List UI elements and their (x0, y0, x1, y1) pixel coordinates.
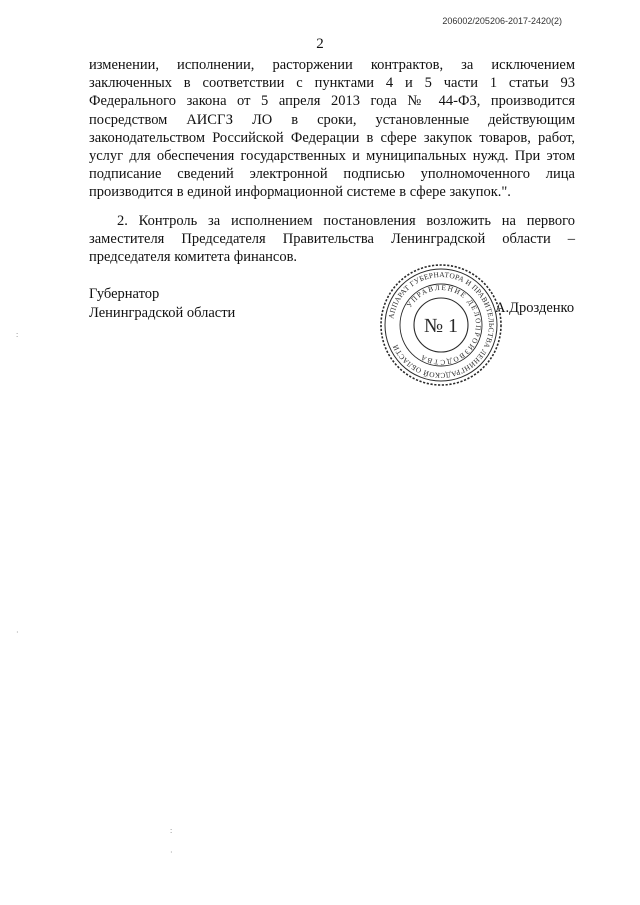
signatory-title-line-2: Ленинградской области (89, 304, 236, 321)
paragraph-continuation (89, 56, 575, 202)
seal-icon (378, 262, 504, 388)
document-id: 206002/205206-2017-2420(2) (442, 16, 562, 26)
page-number: 2 (316, 36, 324, 52)
official-seal (378, 262, 504, 388)
signatory-title (89, 285, 235, 322)
scan-speck: · (16, 628, 19, 637)
seal-outer-text: АППАРАТ ГУБЕРНАТОРА И ПРАВИТЕЛЬСТВА ЛЕНИНГРАДСКОЙ ОБЛАСТИ (386, 269, 497, 381)
signatory-title-line-1: Губернатор (89, 286, 160, 302)
paragraph-control (89, 212, 575, 267)
scan-speck: : (170, 826, 173, 835)
paragraph-2-text: 2. Контроль за исполнением постановления возложить на первого заместителя Председателя Правительства Ленинградской области – председателя комитета финансов. (89, 213, 575, 266)
seal-inner-text: УПРАВЛЕНИЕ ДЕЛОПРОИЗВОДСТВА (405, 283, 483, 367)
seal-number: № 1 (423, 315, 459, 337)
signatory-name: А.Дрозденко (495, 300, 575, 316)
scan-speck: · (170, 848, 173, 857)
paragraph-1-text: изменении, исполнении, расторжении контрактов, за исключением заключенных в соответствии с пунктами 4 и 5 части 1 статьи 93 Федерального закона от 5 апреля 2013 года № 44-ФЗ, производится посредством АИСГЗ ЛО в сроки, установленные действующим законодательством Российской Федерации в сфере закупок товаров, работ, услуг для обеспечения государственных и муниципальных нужд. При этом подписание сведений электронной подписью уполномоченного лица производится в единой информационной системе в сфере закупок.". (89, 57, 575, 201)
scan-speck: : (16, 330, 19, 339)
